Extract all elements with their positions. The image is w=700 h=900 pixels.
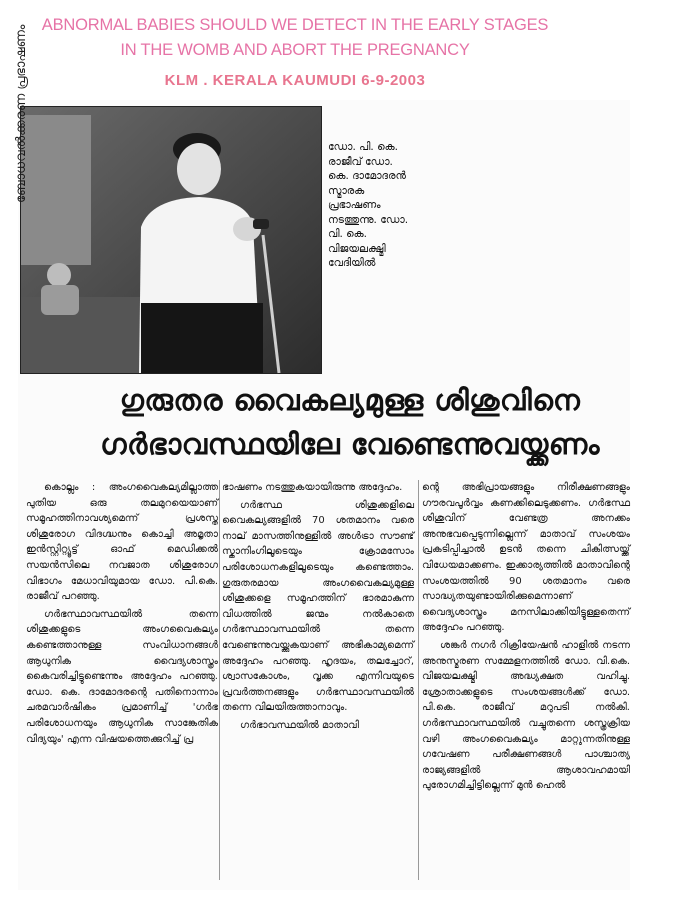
backdrop-banner-text: ബോധവൽക്കരണ പ്രഭാഷണം [14,24,29,203]
article-column-2 [222,480,414,736]
article-paragraph: ന്റെ അഭിപ്രായങ്ങളും നിരീക്ഷണങ്ങളും ഗൗരവപൂർവ്വം കണക്കിലെടുക്കണം. ഗർഭസ്ഥ ശിശുവിന് വേണ്ടത്ര അനക്കം അനുഭവപ്പെടുന്നില്ലെന്ന് മാതാവ് സംശയം പ്രകടിപ്പിച്ചാൽ ഉടൻ തന്നെ ചികിത്സയ്ക്ക് വിധേയമാക്കണം. ഇക്കാര്യത്തിൽ മാതാവിന്റെ സംശയത്തിൽ 90 ശതമാനം വരെ സാദ്ധ്യതയുണ്ടായിരിക്കുമെന്നാണ് വൈദ്യശാസ്ത്രം മനസിലാക്കിയിട്ടുള്ളതെന്ന് അദ്ദേഹം പറഞ്ഞു. [422,482,630,634]
article-paragraph: ശങ്കർ നഗർ റിക്രിയേഷൻ ഹാളിൽ നടന്ന അനുസ്മരണ സമ്മേളനത്തിൽ ഡോ. വി.കെ. വിജയലക്ഷ്മി അദ്ധ്യക്ഷത വഹിച്ചു. ശ്രോതാക്കളുടെ സംശയങ്ങൾക്ക് ഡോ. പി.കെ. രാജീവ് മറുപടി നൽകി. ഗർഭസ്ഥാവസ്ഥയിൽ വച്ചുതന്നെ ശസ്ത്രക്രിയ വഴി അംഗവൈകല്യം മാറ്റുന്നതിനുള്ള ഗവേഷണ പരീക്ഷണങ്ങൾ പാശ്ചാത്യ രാജ്യങ്ങളിൽ ആശാവഹമായി പുരോഗമിച്ചിട്ടില്ലെന്ന് മുൻ ഹെൽ [422,639,630,792]
photo-caption: ഡോ. പി. കെ. രാജീവ് ഡോ. കെ. ദാമോദരൻ സ്മാരക പ്രഭാഷണം നടത്തുന്നു. ഡോ. വി. കെ. വിജയലക്ഷ്മി വേദിയിൽ [328,141,409,269]
seated-person [47,263,71,287]
header-title-line-2: IN THE WOMB AND ABORT THE PREGNANCY [120,41,470,59]
article-paragraph: ഗർഭസ്ഥാവസ്ഥയിൽ തന്നെ ശിശുക്കളുടെ അംഗവൈകല്യം കണ്ടെത്താനുള്ള സംവിധാനങ്ങൾ ആധുനിക വൈദ്യശാസ്ത്രം കൈവരിച്ചിട്ടുണ്ടെന്നും അദ്ദേഹം പറഞ്ഞു. ഡോ. കെ. ദാമോദരന്റെ പതിനൊന്നാം ചരമവാർഷികം പ്രമാണിച്ച് 'ഗർഭ പരിശോധനയും ആധുനിക സാങ്കേതിക വിദ്യയും' എന്ന വിഷയത്തെക്കുറിച്ച് പ്ര [26,608,218,745]
header-source-date: KLM . KERALA KAUMUDI 6-9-2003 [164,72,426,89]
article-column-3 [422,480,630,796]
header-title-line-1: ABNORMAL BABIES SHOULD WE DETECT IN THE EARLY STAGES [41,16,549,34]
column-divider [219,480,220,880]
article-paragraph: കൊല്ലം : അംഗവൈകല്യമില്ലാത്ത പുതിയ ഒരു തലമുറയെയാണ് സമൂഹത്തിനാവശ്യമെന്ന് പ്രശസ്ത ശിശുരോഗ വിദഗ്ദ്ധനും കൊച്ചി അമൃതാ ഇൻസ്റ്റിറ്റ്യൂട്ട് ഓഫ് മെഡിക്കൽ സയൻസിലെ നവജാത ശിശുരോഗ വിഭാഗം മേധാവിയുമായ ഡോ. പി.കെ. രാജീവ് പറഞ്ഞു. [26,482,218,603]
headline-line-2: ഗർഭാവസ്ഥയിലേ വേണ്ടെന്നുവയ്ക്കണം [100,427,600,461]
article-paragraph: ഗർഭസ്ഥ ശിശുക്കളിലെ വൈകല്യങ്ങളിൽ 70 ശതമാനം വരെ നാല് മാസത്തിനുള്ളിൽ അൾട്രാ സൗണ്ട് സ്കാനിംഗിലൂടെയും ക്രോമസോം പരിശോധനകളിലൂടെയും കണ്ടെത്താം. ഗുരുതരമായ അംഗവൈകല്യമുള്ള ശിശുക്കളെ സമൂഹത്തിന് ഭാരമാകുന്ന വിധത്തിൽ ജന്മം നൽകാതെ ഗർഭസ്ഥാവസ്ഥയിൽ തന്നെ വേണ്ടെന്നുവയ്ക്കുകയാണ് അഭികാമ്യമെന്ന് അദ്ദേഹം പറഞ്ഞു. ഹൃദയം, തലച്ചോറ്, ശ്വാസകോശം, വൃക്ക എന്നിവയുടെ പ്രവർത്തനങ്ങളും ഗർഭസ്ഥാവസ്ഥയിൽ തന്നെ വിലയിരുത്താനാവും. [222,499,414,714]
article-paragraph: ഗർഭാവസ്ഥയിൽ മാതാവി [240,719,359,731]
article-column-1 [26,480,218,749]
column-divider [418,480,419,880]
headline-line-1: ഗുരുതര വൈകല്യമുള്ള ശിശുവിനെ [119,383,581,417]
article-paragraph: ഭാഷണം നടത്തുകയായിരുന്നു അദ്ദേഹം. [222,482,403,493]
backdrop-banner [21,115,91,265]
